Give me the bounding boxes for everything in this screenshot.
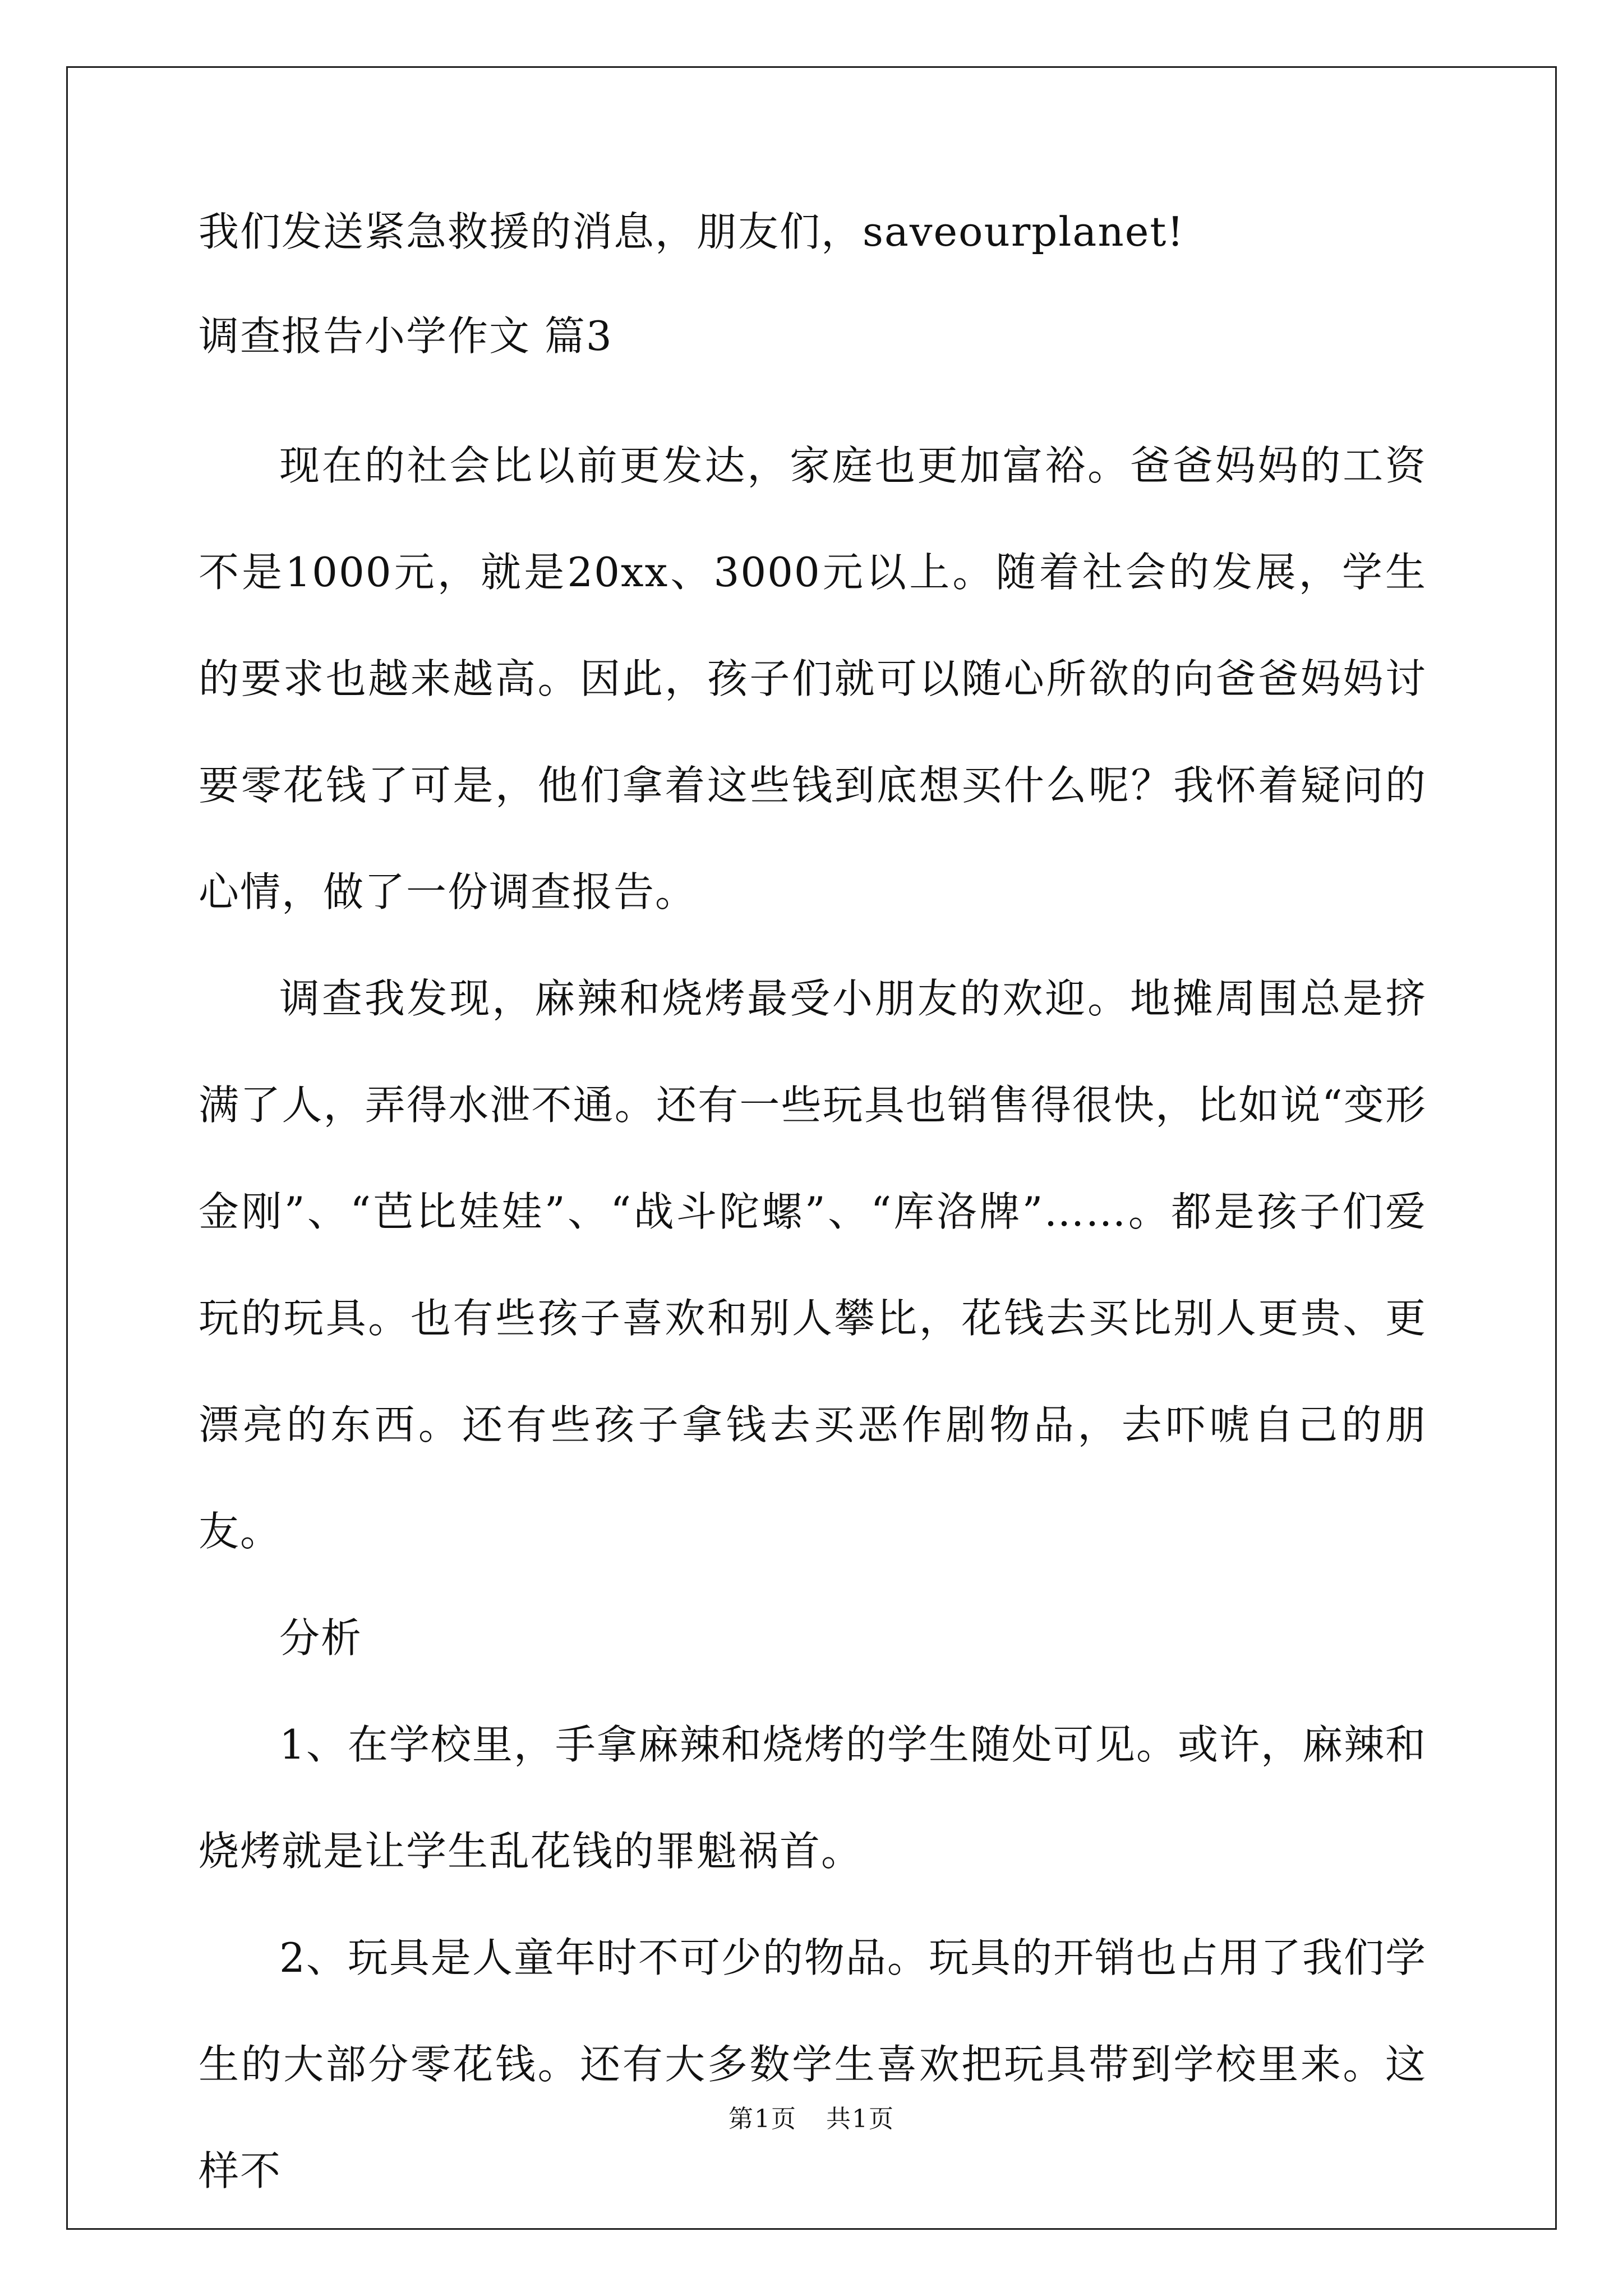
page-number: 第1页 bbox=[728, 2105, 797, 2133]
paragraph: 2、玩具是人童年时不可少的物品。玩具的开销也占用了我们学生的大部分零花钱。还有大多数学生喜欢把玩具带到学校里来。这样不 bbox=[199, 1934, 1427, 2194]
document-body bbox=[199, 205, 1427, 2224]
paragraph: 调查我发现，麻辣和烧烤最受小朋友的欢迎。地摊周围总是挤满了人，弄得水泄不通。还有一些玩具也销售得很快，比如说“变形金刚”、“芭比娃娃”、“战斗陀螺”、“库洛牌”……。都是孩子们爱玩的玩具。也有些孩子喜欢和别人攀比，花钱去买比别人更贵、更漂亮的东西。还有些孩子拿钱去买恶作剧物品，去吓唬自己的朋友。 bbox=[199, 975, 1427, 1555]
document-line: 我们发送紧急救援的消息，朋友们，saveourplanet! bbox=[199, 208, 1185, 255]
paragraph-heading: 分析 bbox=[279, 1614, 363, 1662]
paragraph: 1、在学校里，手拿麻辣和烧烤的学生随处可见。或许，麻辣和烧烤就是让学生乱花钱的罪魁祸首。 bbox=[199, 1721, 1427, 1875]
page-total: 共1页 bbox=[826, 2105, 895, 2133]
page-footer bbox=[0, 2102, 1623, 2136]
section-title: 调查报告小学作文 篇3 bbox=[199, 312, 613, 360]
paragraph: 现在的社会比以前更发达，家庭也更加富裕。爸爸妈妈的工资不是1000元，就是20xx、3000元以上。随着社会的发展，学生的要求也越来越高。因此，孩子们就可以随心所欲的向爸爸妈妈讨要零花钱了可是，他们拿着这些钱到底想买什么呢？我怀着疑问的心情，做了一份调查报告。 bbox=[199, 442, 1427, 915]
